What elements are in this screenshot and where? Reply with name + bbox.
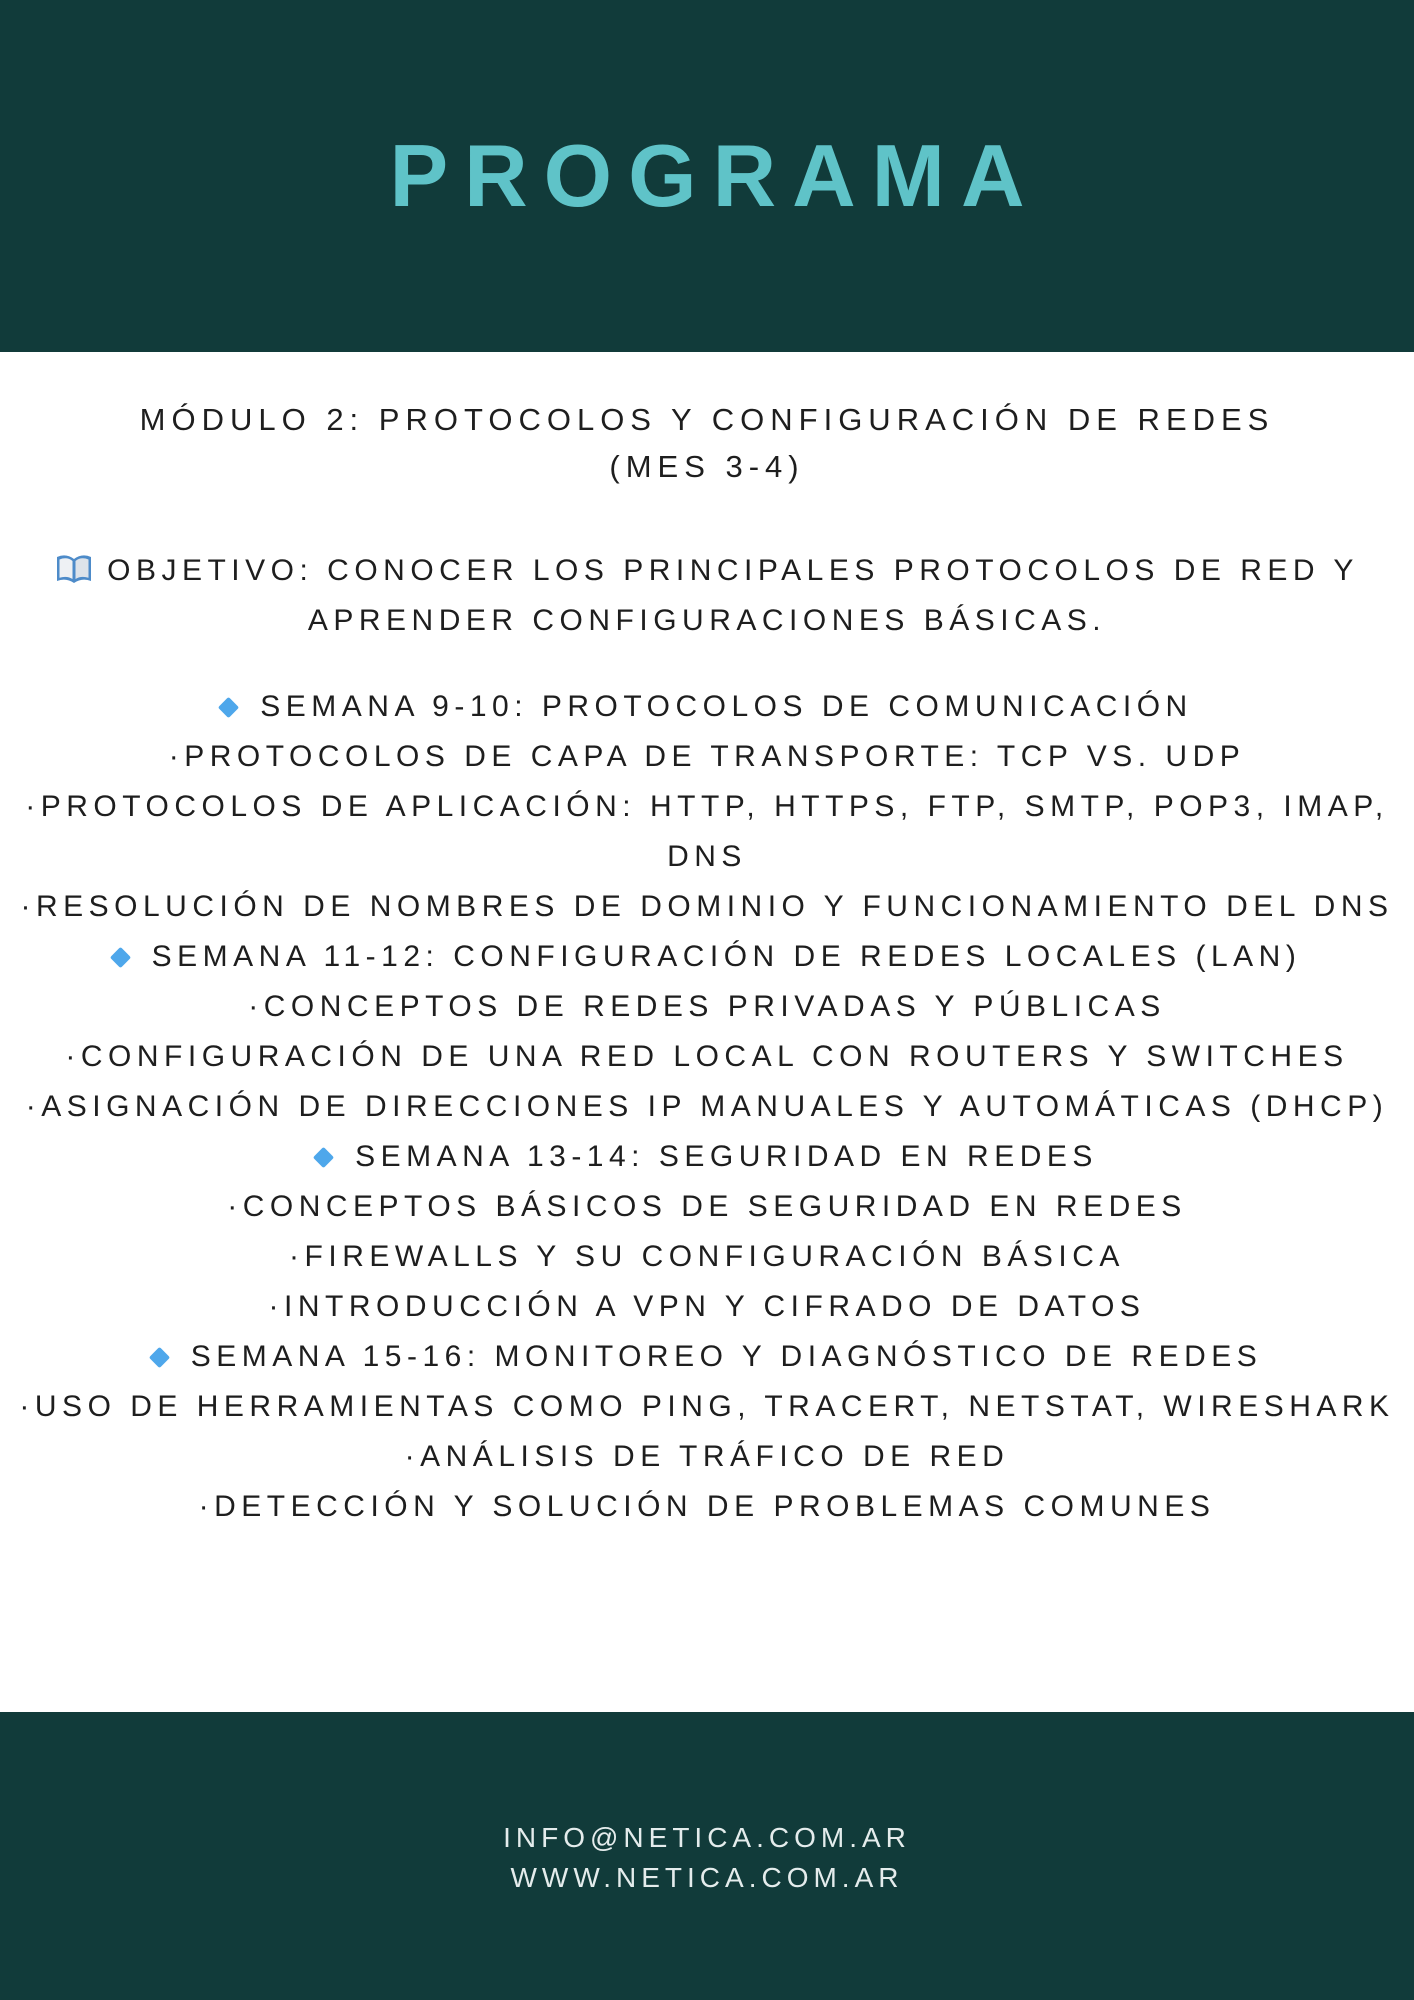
week-heading-label: SEMANA 13-14: SEGURIDAD EN REDES — [355, 1140, 1098, 1173]
week-heading-1 — [8, 682, 1406, 732]
page-title: PROGRAMA — [389, 126, 1041, 225]
objective-text-line2: APRENDER CONFIGURACIONES BÁSICAS. — [307, 604, 1107, 637]
week-heading-label: SEMANA 15-16: MONITOREO Y DIAGNÓSTICO DE REDES — [190, 1340, 1263, 1373]
list-item: ·ASIGNACIÓN DE DIRECCIONES IP MANUALES Y AUTOMÁTICAS (DHCP) — [25, 1090, 1389, 1123]
footer-website: WWW.NETICA.COM.AR — [510, 1862, 904, 1893]
blue-diamond-icon — [218, 697, 239, 718]
list-item: ·CONCEPTOS DE REDES PRIVADAS Y PÚBLICAS — [248, 990, 1166, 1023]
blue-diamond-icon — [110, 947, 131, 968]
blue-diamond-icon — [149, 1347, 170, 1368]
list-item: ·PROTOCOLOS DE CAPA DE TRANSPORTE: TCP VS. UDP — [168, 740, 1246, 773]
list-item: ·FIREWALLS Y SU CONFIGURACIÓN BÁSICA — [289, 1240, 1125, 1273]
week-heading-3 — [8, 1132, 1406, 1182]
list-item: ·DETECCIÓN Y SOLUCIÓN DE PROBLEMAS COMUNES — [198, 1490, 1216, 1523]
objective-text-line1: OBJETIVO: CONOCER LOS PRINCIPALES PROTOCOLOS DE RED Y — [107, 554, 1359, 587]
list-item: ·ANÁLISIS DE TRÁFICO DE RED — [404, 1440, 1010, 1473]
open-book-icon — [55, 552, 93, 584]
footer-email: INFO@NETICA.COM.AR — [503, 1822, 911, 1853]
weeks-list — [8, 682, 1406, 1532]
list-item: ·PROTOCOLOS DE APLICACIÓN: HTTP, HTTPS, FTP, SMTP, POP3, IMAP, DNS — [25, 790, 1389, 873]
week-heading-2 — [8, 932, 1406, 982]
module-title-line2: (MES 3-4) — [609, 449, 805, 484]
list-item: ·CONCEPTOS BÁSICOS DE SEGURIDAD EN REDES — [227, 1190, 1187, 1223]
objective-paragraph — [8, 546, 1406, 646]
week-heading-label: SEMANA 9-10: PROTOCOLOS DE COMUNICACIÓN — [260, 690, 1193, 723]
body-content — [0, 352, 1414, 1712]
header-band — [0, 0, 1414, 352]
week-heading-4 — [8, 1332, 1406, 1382]
list-item: ·CONFIGURACIÓN DE UNA RED LOCAL CON ROUTERS Y SWITCHES — [65, 1040, 1349, 1073]
week-heading-label: SEMANA 11-12: CONFIGURACIÓN DE REDES LOCALES (LAN) — [151, 940, 1302, 973]
blue-diamond-icon — [313, 1147, 334, 1168]
module-title-line1: MÓDULO 2: PROTOCOLOS Y CONFIGURACIÓN DE REDES — [139, 402, 1275, 437]
list-item: ·USO DE HERRAMIENTAS COMO PING, TRACERT, NETSTAT, WIRESHARK — [19, 1390, 1395, 1423]
list-item: ·INTRODUCCIÓN A VPN Y CIFRADO DE DATOS — [268, 1290, 1146, 1323]
list-item: ·RESOLUCIÓN DE NOMBRES DE DOMINIO Y FUNCIONAMIENTO DEL DNS — [20, 890, 1394, 923]
footer-band — [0, 1712, 1414, 2000]
